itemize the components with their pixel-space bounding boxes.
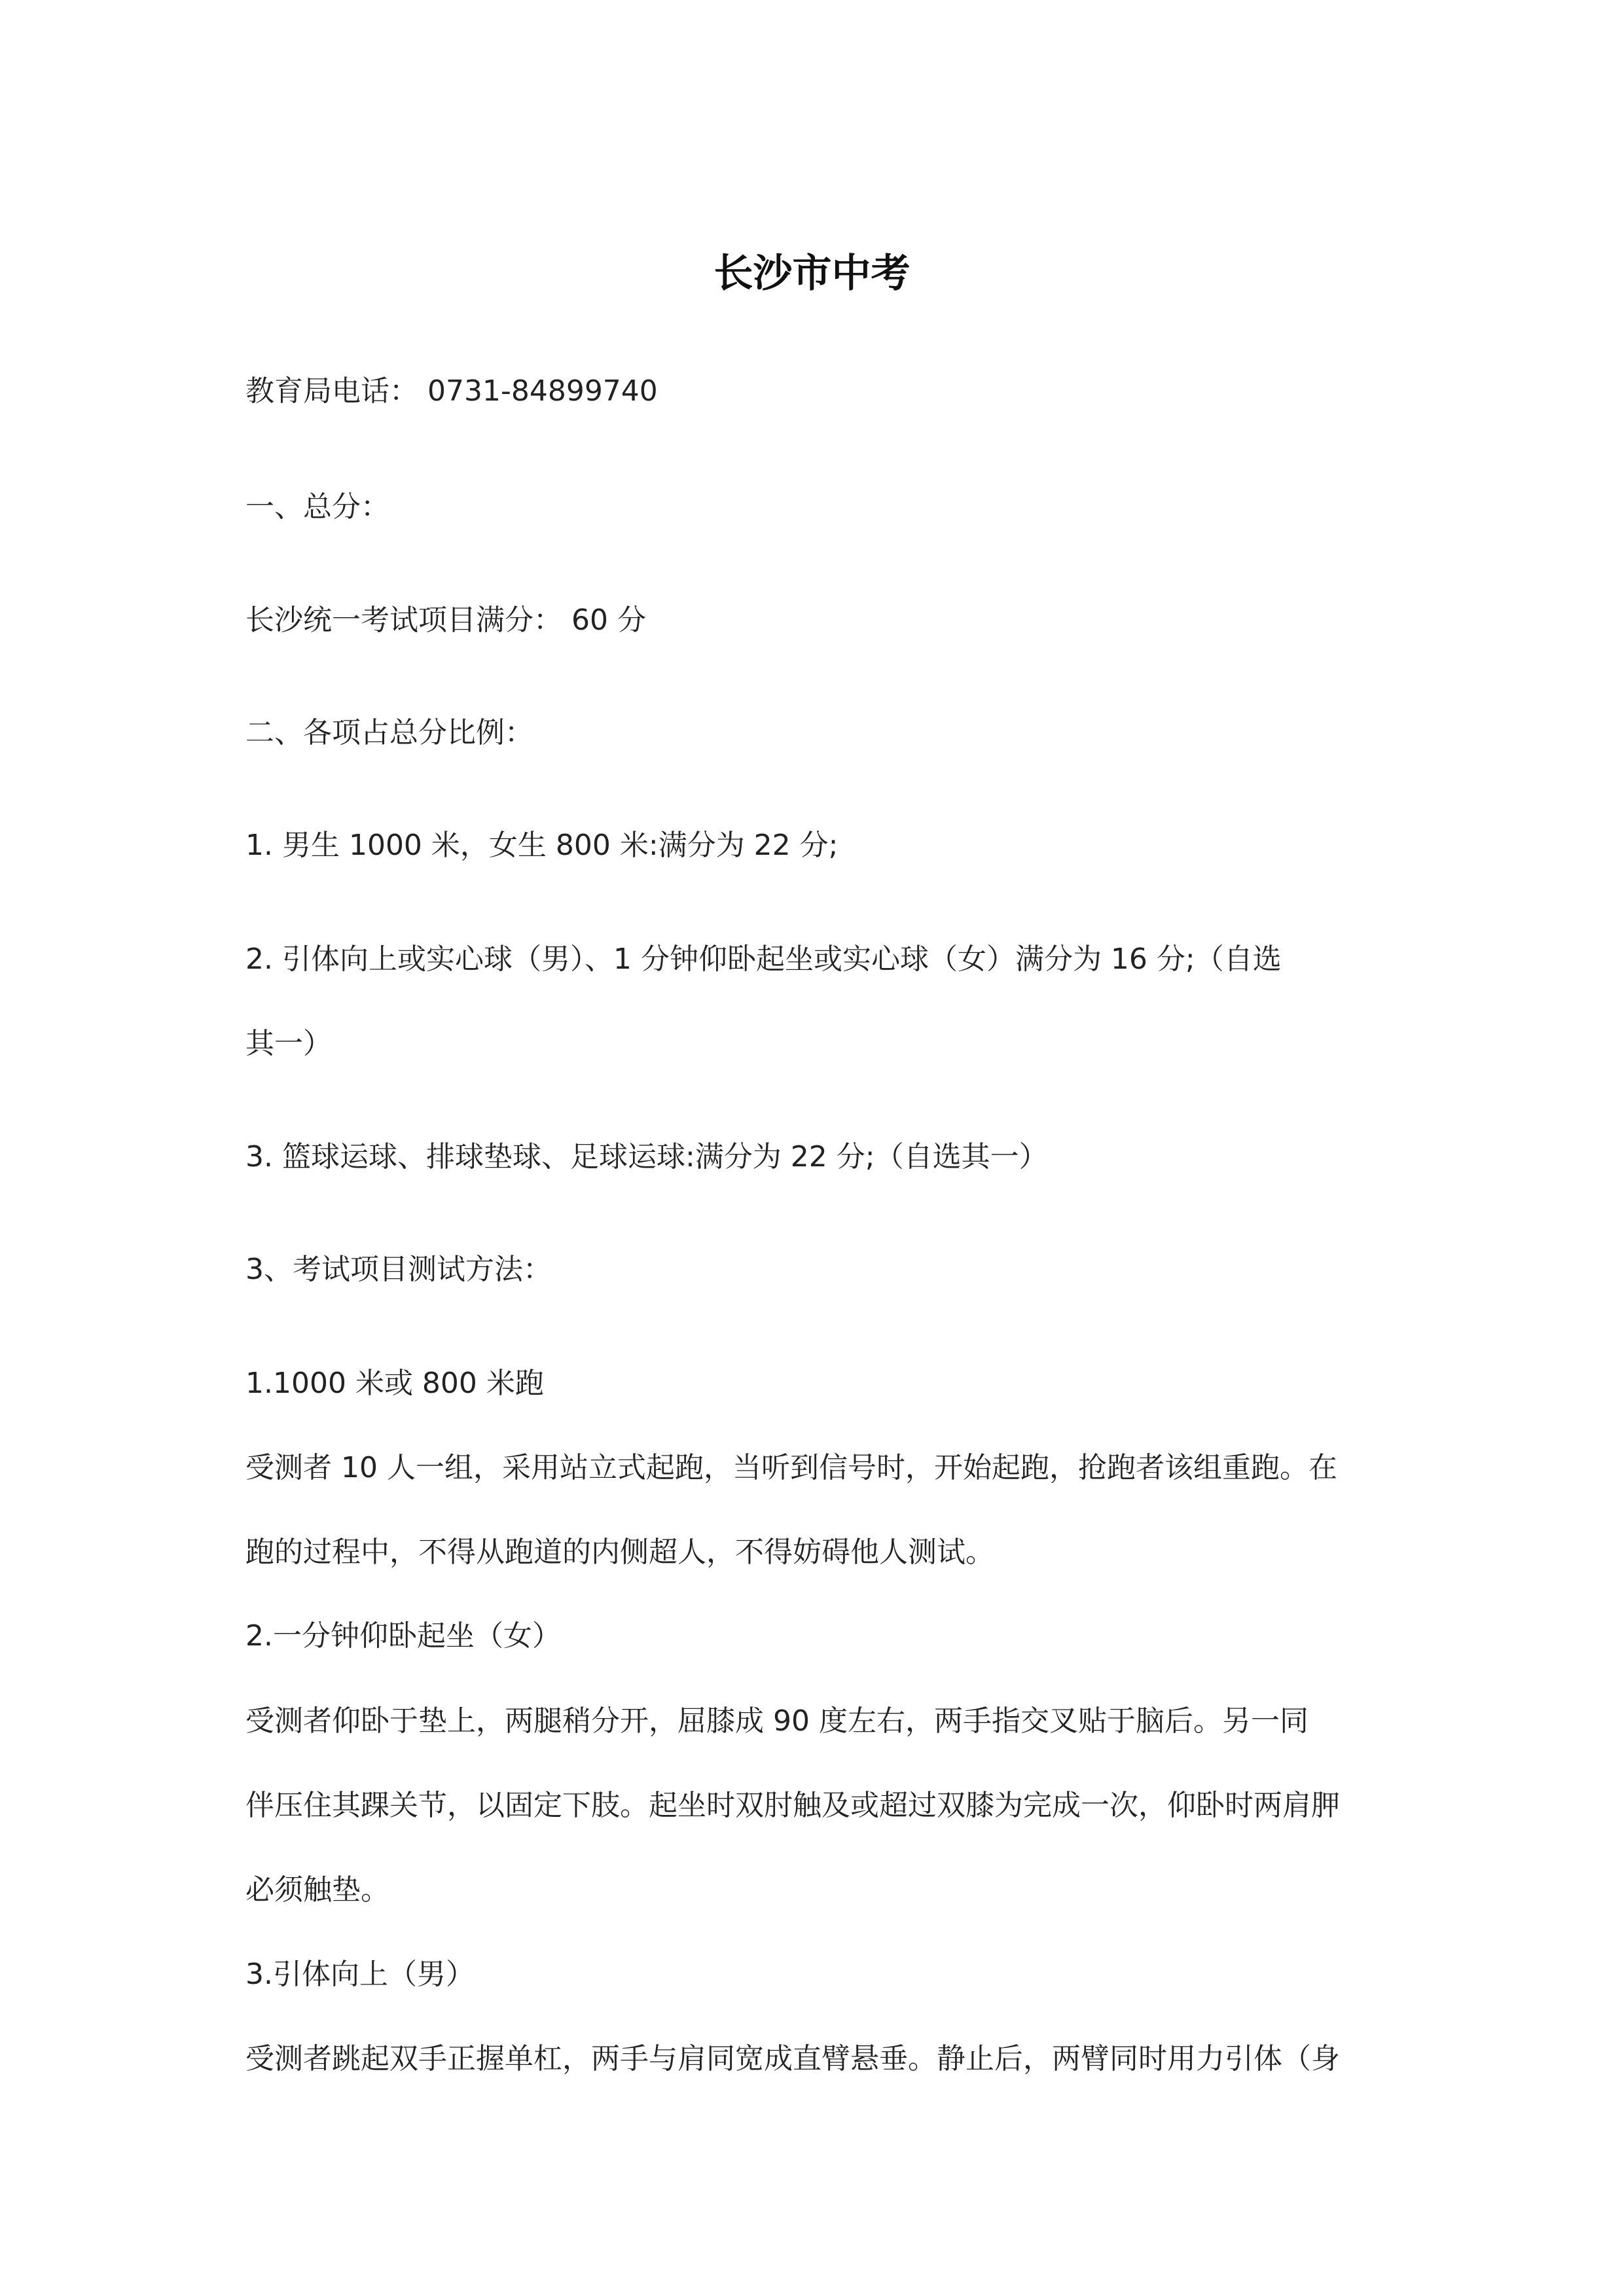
ratio-item-2: 2. 引体向上或实心球（男）、1 分钟仰卧起坐或实心球（女）满分为 16 分;（自选 — [245, 942, 1282, 976]
method-heading-situp: 2.一分钟仰卧起坐（女） — [245, 1619, 561, 1653]
section-heading-ratio: 二、各项占总分比例： — [245, 716, 533, 749]
method-text-run-1: 受测者 10 人一组，采用站立式起跑，当听到信号时，开始起跑，抢跑者该组重跑。在 — [245, 1451, 1337, 1484]
section-heading-methods: 3、考试项目测试方法： — [245, 1253, 552, 1286]
ratio-item-3: 3. 篮球运球、排球垫球、足球运球:满分为 22 分;（自选其一） — [245, 1140, 1048, 1174]
method-heading-pullup: 3.引体向上（男） — [245, 1958, 475, 1991]
method-text-pullup-1: 受测者跳起双手正握单杠，两手与肩同宽成直臂悬垂。静止后，两臂同时用力引体（身 — [245, 2042, 1340, 2075]
method-text-run-2: 跑的过程中，不得从跑道的内侧超人，不得妨碍他人测试。 — [245, 1535, 994, 1569]
method-text-situp-2: 伴压住其踝关节，以固定下肢。起坐时双肘触及或超过双膝为完成一次，仰卧时两肩胛 — [245, 1789, 1340, 1822]
ratio-item-2-cont: 其一） — [245, 1027, 332, 1060]
method-text-situp-1: 受测者仰卧于垫上，两腿稍分开，屈膝成 90 度左右，两手指交叉贴于脑后。另一同 — [245, 1704, 1308, 1738]
ratio-item-1: 1. 男生 1000 米，女生 800 米:满分为 22 分; — [245, 829, 839, 862]
section-heading-total: 一、总分： — [245, 490, 389, 524]
method-heading-run: 1.1000 米或 800 米跑 — [245, 1367, 544, 1400]
document-title: 长沙市中考 — [713, 251, 911, 296]
phone-line: 教育局电话： 0731-84899740 — [245, 374, 658, 408]
total-score-line: 长沙统一考试项目满分： 60 分 — [245, 603, 646, 637]
method-text-situp-3: 必须触垫。 — [245, 1873, 389, 1907]
